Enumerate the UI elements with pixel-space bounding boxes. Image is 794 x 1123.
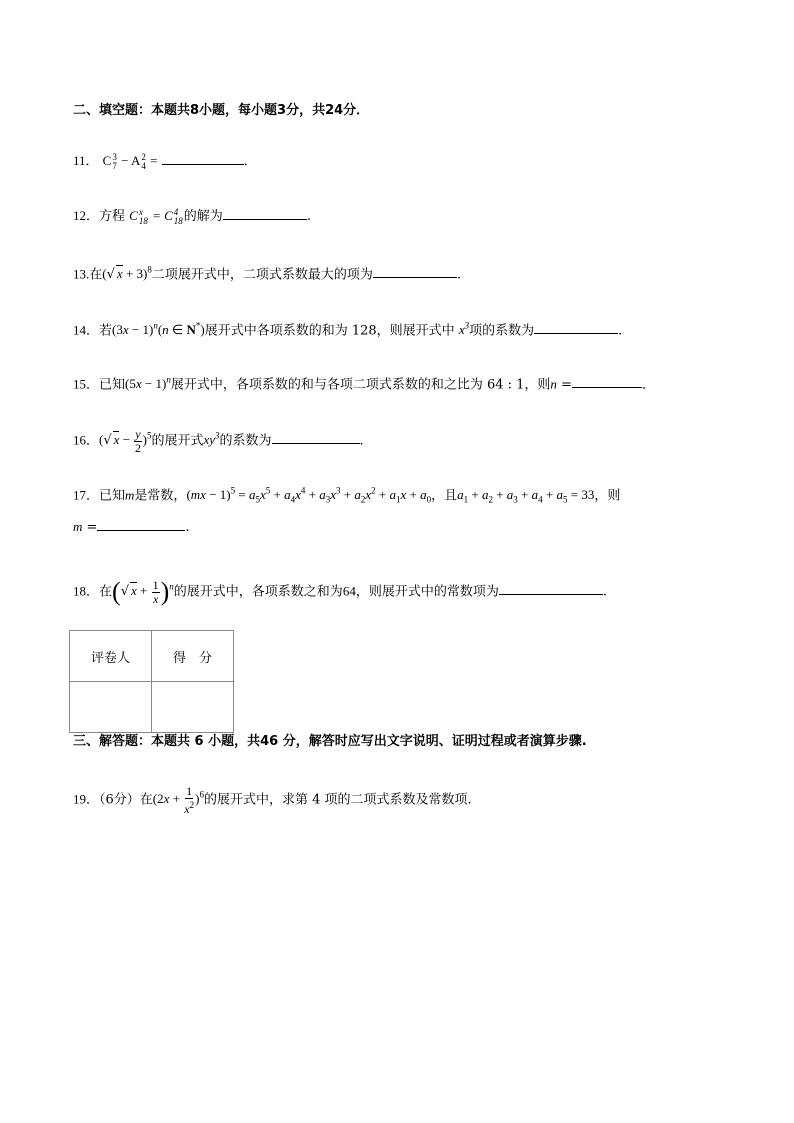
score-table — [69, 630, 234, 733]
answer-blank-14 — [534, 319, 618, 334]
answer-blank-18 — [499, 580, 603, 595]
question-12: 12．方程 C x 18 = C 4 18 的解为 . — [73, 205, 311, 227]
section-2-title: 二、填空题：本题共8小题，每小题3分，共24分． — [73, 103, 370, 118]
question-15: 15．已知$(5x - 1)^n$展开式中，各项系数的和与各项二项式系数的和之比为 64 : 1，则n = ． — [73, 375, 655, 393]
question-14: 14．若$(3x - 1)^n(n$ ∈ N*)展开式中各项系数的和为 128，则展开式中 $x^3$项的系数为 . — [73, 321, 623, 339]
question-18: 18．在(√ x + $\frac{1}{x}$ )$^n$的展开式中，各项系数之和为64，则展开式中的常数项为 . — [73, 577, 607, 607]
answer-blank-11 — [162, 150, 244, 165]
answer-blank-12 — [223, 205, 307, 220]
question-16: 16．(√ x − $\frac{y}{2}$ )$^5$的展开式$xy^3$的系数为 . — [73, 426, 364, 455]
answer-blank-17 — [97, 516, 185, 531]
question-17-answer-line: m = . — [73, 516, 190, 538]
question-13: 13.在(√ x + 3)$^8$二项展开式中，二项式系数最大的项为 . — [73, 265, 462, 283]
question-17: 17．已知m是常数，$(mx - 1)^5 = a_5x^5 + a_4x^4 + a_3x^3 + a_2x^2 + a_1x + a_0$，且$a_1 + a_2 + a_3 + a_4 + a_5 = 33$，则 — [73, 486, 621, 505]
score-cell — [152, 682, 234, 733]
answer-blank-15 — [572, 373, 642, 388]
question-19: 19．（6分）在(2x + $\frac{1}{x^2}$ )$^6$的展开式中，求第 4 项的二项式系数及常数项. — [73, 783, 472, 816]
answer-blank-16 — [272, 429, 360, 444]
grader-header: 评卷人 — [70, 631, 152, 682]
answer-blank-13 — [373, 263, 457, 278]
section-3-title: 三、解答题：本题共 6 小题，共46 分，解答时应写出文字说明、证明过程或者演算步骤. — [73, 734, 587, 749]
grader-cell — [70, 682, 152, 733]
score-header: 得 分 — [152, 631, 234, 682]
question-11: 11． C 3 7 − A 2 4 = ． — [73, 150, 257, 172]
